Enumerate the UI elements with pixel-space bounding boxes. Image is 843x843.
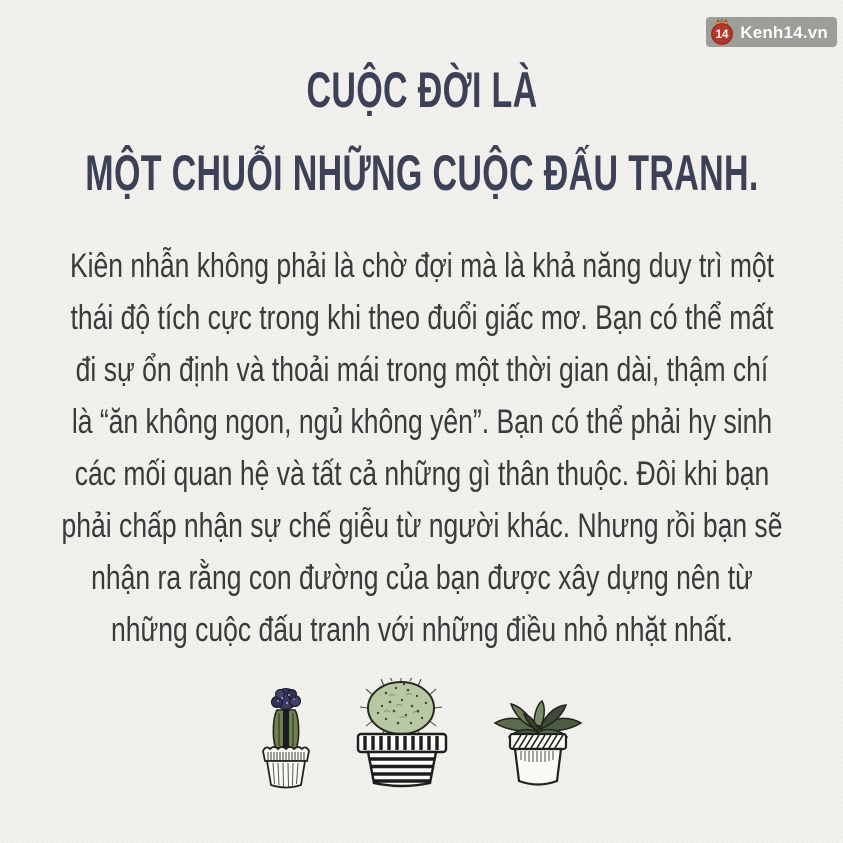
title-line-1: CUỘC ĐỜI LÀ — [305, 62, 538, 118]
plant-illustrations — [0, 678, 843, 790]
watermark-label: Kenh14.vn — [740, 22, 828, 42]
page-title — [85, 49, 758, 215]
quote-line: các mối quan hệ và tất cả những gì thân thuộc. Đôi khi bạn — [74, 455, 769, 493]
kenh14-crown-badge-icon — [709, 18, 735, 46]
quote-line: những cuộc đấu tranh với những điều nhỏ nhặt nhất. — [110, 611, 733, 649]
succulent-icon — [490, 698, 586, 790]
quote-line: là “ăn không ngon, ngủ không yên”. Bạn có thể phải hy sinh — [71, 403, 772, 441]
quote-line: phải chấp nhận sự chế giễu từ người khác. Nhưng rồi bạn sẽ — [61, 507, 782, 545]
quote-line: Kiên nhẫn không phải là chờ đợi mà là khả năng duy trì một — [69, 247, 774, 285]
svg-text:14: 14 — [715, 29, 729, 41]
kenh14-watermark — [706, 17, 837, 47]
title-line-2: MỘT CHUỖI NHỮNG CUỘC ĐẤU TRANH. — [84, 145, 759, 201]
quote-line: nhận ra rằng con đường của bạn được xây dựng nên từ — [90, 559, 753, 597]
flowering-cactus-icon — [258, 686, 314, 790]
round-cactus-icon — [356, 678, 448, 790]
quote-paragraph — [61, 240, 782, 656]
quote-line: thái độ tích cực trong khi theo đuổi giấc mơ. Bạn có thể mất — [70, 299, 773, 337]
quote-line: đi sự ổn định và thoải mái trong một thời gian dài, thậm chí — [75, 351, 768, 389]
